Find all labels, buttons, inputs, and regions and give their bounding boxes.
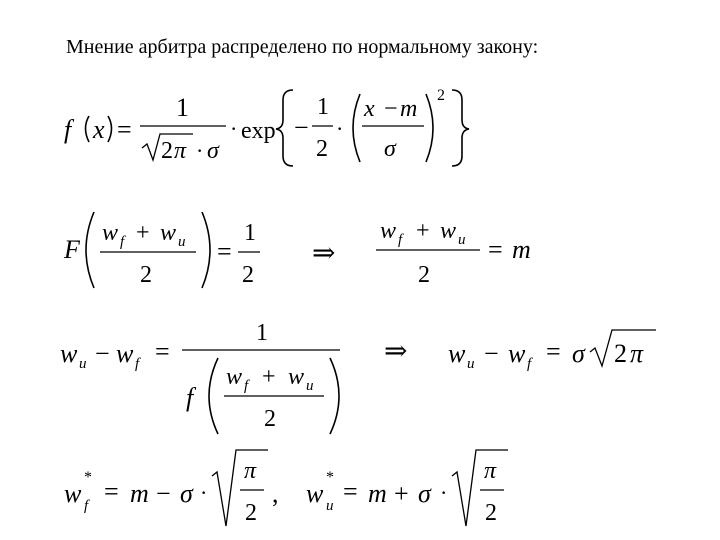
sym-pi: π — [484, 458, 497, 484]
sym-x: x — [364, 96, 375, 122]
sym-f: f — [186, 383, 194, 412]
sub-f: f — [244, 378, 249, 394]
equals-sign: = — [343, 477, 358, 506]
sub-u: u — [178, 234, 186, 250]
sym-dot: · — [440, 480, 448, 505]
minus-sign: − — [484, 339, 499, 368]
sym-sigma: σ — [180, 479, 193, 508]
sym-w: w — [116, 339, 134, 368]
sym-sigma: σ — [207, 138, 219, 164]
star-superscript: * — [84, 469, 92, 486]
plus-sign: + — [394, 479, 409, 508]
sym-two: 2 — [614, 339, 627, 368]
formula-optimal-f — [64, 450, 279, 526]
exponent-two: 2 — [437, 87, 445, 104]
sym-w: w — [60, 339, 78, 368]
slide-title: Мнение арбитра распределено по нормальному закону: — [66, 36, 539, 58]
paren-right — [426, 94, 433, 162]
sym-w: w — [288, 364, 305, 390]
brace-left — [276, 90, 293, 166]
formula-cdf-condition — [63, 212, 260, 288]
sym-m: m — [368, 479, 387, 508]
equals-sign: = — [488, 235, 503, 264]
paren-right — [330, 358, 339, 434]
implies-arrow: ⇒ — [312, 238, 336, 269]
sub-u: u — [79, 356, 87, 372]
sym-dot: · — [230, 116, 238, 141]
sub-u: u — [326, 498, 334, 514]
sym-dot: · — [200, 480, 208, 505]
exp-label: exp — [241, 118, 276, 144]
sub-f: f — [527, 356, 532, 372]
denominator-two: 2 — [418, 262, 430, 288]
sym-two: 2 — [161, 138, 173, 164]
sym-w: w — [440, 218, 457, 244]
equals-sign: = — [104, 477, 119, 506]
sym-dot: · — [196, 138, 204, 163]
paren-left — [353, 94, 360, 162]
paren-left — [86, 212, 94, 288]
sym-sigma: σ — [384, 136, 396, 162]
plus-sign: + — [416, 218, 430, 244]
paren-right — [108, 116, 112, 142]
half-numerator: 1 — [317, 94, 329, 120]
radical-sign — [212, 450, 268, 526]
denominator-two: 2 — [485, 500, 497, 526]
denominator-two: 2 — [242, 262, 254, 288]
numerator-one: 1 — [176, 93, 189, 122]
sym-m: m — [130, 479, 149, 508]
equals-sign: = — [155, 337, 170, 366]
sym-f: f — [64, 115, 72, 144]
implies-arrow: ⇒ — [384, 336, 408, 367]
formula-mean-result — [376, 218, 531, 288]
sym-pi: π — [174, 138, 187, 164]
sub-u: u — [458, 232, 466, 248]
sym-w: w — [226, 364, 243, 390]
sym-w: w — [508, 339, 526, 368]
sub-f: f — [135, 356, 140, 372]
minus-sign: − — [384, 96, 398, 122]
numerator-one: 1 — [256, 320, 268, 346]
formula-gap-result — [448, 330, 656, 372]
denominator-two: 2 — [264, 406, 276, 432]
sym-m: m — [512, 235, 531, 264]
numerator-one: 1 — [244, 220, 256, 246]
sub-u: u — [306, 378, 314, 394]
denominator-two: 2 — [140, 262, 152, 288]
plus-sign: + — [262, 364, 276, 390]
sym-sigma: σ — [572, 339, 585, 368]
equals-sign: = — [546, 337, 561, 366]
comma: , — [272, 479, 279, 508]
formula-density — [64, 87, 469, 166]
formula-gap-condition — [60, 320, 340, 434]
radical-sign — [452, 450, 508, 526]
sym-w: w — [448, 339, 466, 368]
sym-F: F — [64, 235, 80, 264]
sym-dot: · — [336, 116, 344, 141]
sub-f: f — [120, 234, 125, 250]
sym-x: x — [93, 115, 105, 144]
sub-u: u — [467, 356, 475, 372]
sym-pi: π — [630, 339, 644, 368]
half-denominator: 2 — [316, 136, 328, 162]
sub-f: f — [84, 498, 89, 514]
star-superscript: * — [326, 469, 334, 486]
paren-left — [86, 116, 90, 142]
plus-sign: + — [136, 220, 150, 246]
sym-m: m — [400, 96, 418, 122]
sym-w: w — [64, 479, 82, 508]
sym-w: w — [380, 218, 397, 244]
sym-w: w — [306, 479, 324, 508]
sym-pi: π — [244, 458, 257, 484]
denominator-two: 2 — [245, 500, 257, 526]
sym-w: w — [160, 220, 177, 246]
sym-sigma: σ — [418, 479, 431, 508]
sub-f: f — [398, 232, 403, 248]
minus-sign: − — [95, 339, 110, 368]
formula-optimal-u — [306, 450, 508, 526]
sym-w: w — [102, 220, 119, 246]
brace-right — [452, 90, 469, 166]
paren-right — [202, 212, 210, 288]
equals-sign: = — [117, 115, 132, 144]
minus-sign: − — [156, 479, 171, 508]
minus-sign: − — [294, 113, 309, 142]
paren-left — [209, 358, 218, 434]
equals-sign: = — [217, 237, 232, 266]
